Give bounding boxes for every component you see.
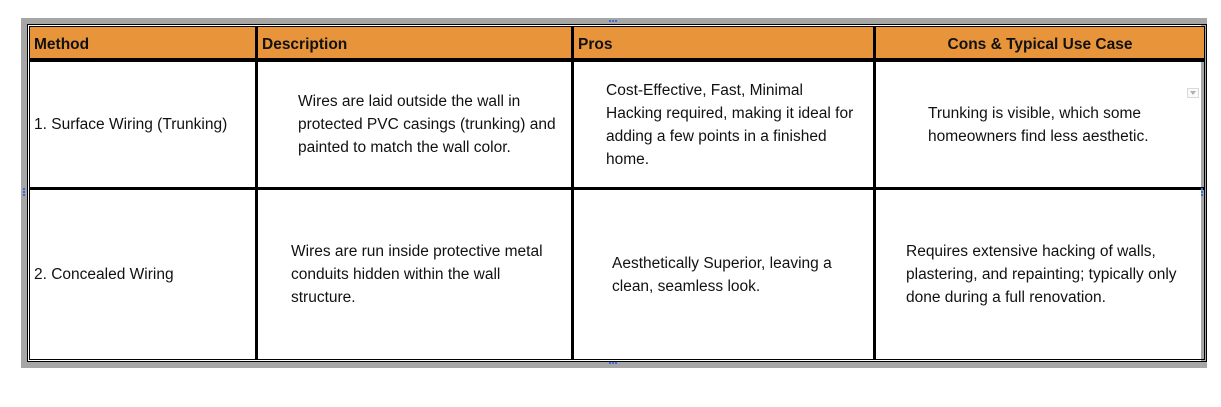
- header-cons[interactable]: Cons & Typical Use Case: [876, 27, 1204, 62]
- cell-description[interactable]: [258, 190, 574, 359]
- resize-handle-icon[interactable]: [1201, 188, 1206, 196]
- header-pros[interactable]: Pros: [574, 27, 876, 62]
- table-selection-frame[interactable]: [21, 18, 1207, 368]
- cell-text: Wires are laid outside the wall in protected PVC casings (trunking) and painted to match the wall color.: [298, 93, 556, 157]
- cell-text: 2. Concealed Wiring: [34, 266, 174, 284]
- cell-description[interactable]: [258, 62, 574, 190]
- resize-handle-icon[interactable]: [23, 188, 28, 196]
- cell-text: Trunking is visible, which some homeowners find less aesthetic.: [928, 104, 1149, 145]
- cell-method[interactable]: [30, 190, 258, 359]
- table-row: [30, 190, 1204, 359]
- cell-pros[interactable]: [574, 190, 876, 359]
- table-row: [30, 62, 1204, 190]
- resize-handle-icon[interactable]: [609, 362, 617, 367]
- cell-text: Cost-Effective, Fast, Minimal Hacking required, making it ideal for adding a few points in a finished home.: [606, 81, 854, 168]
- wiring-methods-table: [27, 24, 1207, 362]
- cell-text: Wires are run inside protective metal conduits hidden within the wall structure.: [291, 243, 543, 307]
- cell-method[interactable]: [30, 62, 258, 190]
- cell-text: Requires extensive hacking of walls, plastering, and repainting; typically only done during a full renovation.: [906, 243, 1177, 307]
- dropdown-arrow-icon[interactable]: [1187, 88, 1199, 98]
- cell-cons[interactable]: [876, 190, 1204, 359]
- cell-cons[interactable]: [876, 62, 1204, 190]
- cell-text: 1. Surface Wiring (Trunking): [34, 116, 228, 134]
- resize-handle-icon[interactable]: [609, 20, 617, 25]
- cell-text: Aesthetically Superior, leaving a clean, seamless look.: [612, 254, 832, 295]
- table-container: [27, 24, 1201, 362]
- header-description[interactable]: Description: [258, 27, 574, 62]
- cell-pros[interactable]: [574, 62, 876, 190]
- table-header-row: [30, 27, 1204, 62]
- header-method[interactable]: Method: [30, 27, 258, 62]
